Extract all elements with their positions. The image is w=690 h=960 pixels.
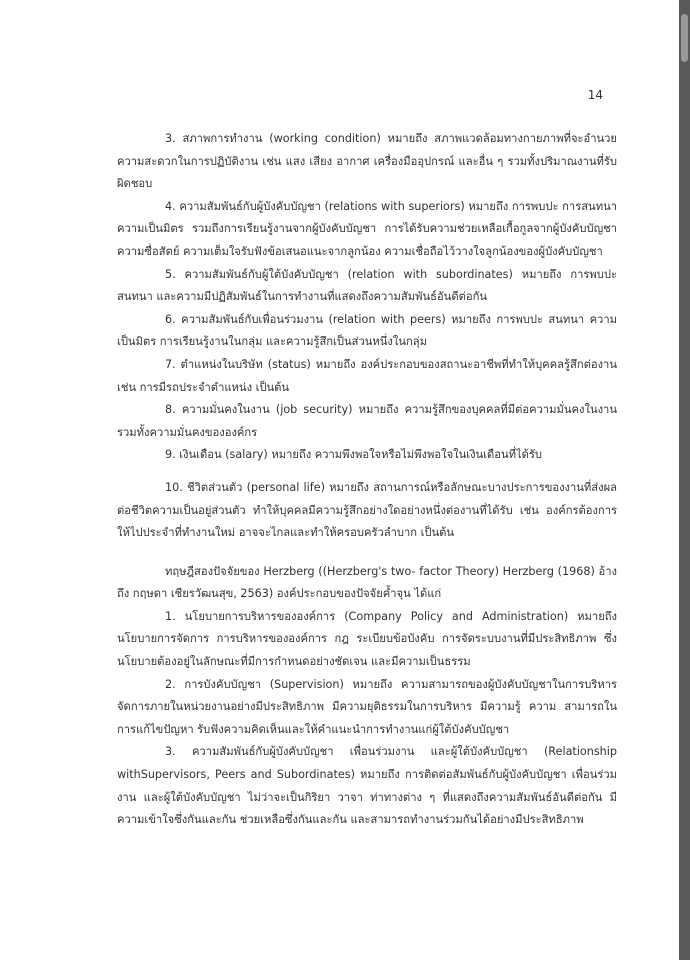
paragraph-relationship: 3. ความสัมพันธ์กับผู้บังคับบัญชา เพื่อนร่วมงาน และผู้ใต้บังคับบัญชา (Relationship withSupervisors, Peers and Subordinates) หมายถึง การติดต่อสัมพันธ์กับผู้บังคับบัญชา เพื่อนร่วมงาน และผู้ใต้บังคับบัญชา ไม่ว่าจะเป็นกิริยา วาจา ท่าทางต่าง ๆ ที่แสดงถึงความสัมพันธ์อันดีต่อกัน มีความเข้าใจซึ่งกันและกัน ช่วยเหลือซึ่งกันและกัน และสามารถทำงานร่วมกันได้อย่างมีประสิทธิภาพ <box>117 745 617 827</box>
scrollbar-thumb[interactable] <box>681 14 688 62</box>
paragraph-status: 7. ตำแหน่งในบริษัท (status) หมายถึง องค์ประกอบของสถานะอาชีพที่ทำให้บุคคลรู้สึกต่องาน เช่น การมีรถประจำตำแหน่ง เป็นต้น <box>117 357 617 394</box>
paragraph-herzberg-intro: ทฤษฎีสองปัจจัยของ Herzberg ((Herzberg's two- factor Theory) Herzberg (1968) อ้างถึง กฤษดา เชียรวัฒนสุข, 2563) องค์ประกอบของปัจจัยค้ำจุน ได้แก่ <box>117 564 617 601</box>
scrollbar-track[interactable] <box>679 0 690 960</box>
paragraph-working-condition: 3. สภาพการทำงาน (working condition) หมายถึง สภาพแวดล้อมทางกายภาพที่จะอำนวยความสะดวกในการปฏิบัติงาน เช่น แสง เสียง อากาศ เครื่องมืออุปกรณ์ และอื่น ๆ รวมทั้งปริมาณงานที่รับผิดชอบ <box>117 132 617 191</box>
paragraph-supervision: 2. การบังคับบัญชา (Supervision) หมายถึง ความสามารถของผู้บังคับบัญชาในการบริหารจัดการภายในหน่วยงานอย่างมีประสิทธิภาพ มีความยุติธรรมในการบริหาร มีความรู้ ความ สามารถในการแก้ไขปัญหา รับฟังความคิดเห็นและให้คำแนะนำการทำงานแก่ผู้ใต้บังคับบัญชา <box>117 677 617 736</box>
page-number: 14 <box>587 88 603 102</box>
paragraph-relations-superiors: 4. ความสัมพันธ์กับผู้บังคับบัญชา (relations with superiors) หมายถึง การพบปะ การสนทนา ความเป็นมิตร รวมถึงการเรียนรู้งานจากผู้บังคับบัญชา การได้รับความช่วยเหลือเกื้อกูลจากผู้บังคับบัญชา ความซื่อสัตย์ ความเต็มใจรับฟังข้อเสนอแนะจากลูกน้อง ความเชื่อถือไว้วางใจลูกน้องของผู้บังคับบัญชา <box>117 199 617 258</box>
paragraph-relation-peers: 6. ความสัมพันธ์กับเพื่อนร่วมงาน (relation with peers) หมายถึง การพบปะ สนทนา ความเป็นมิตร การเรียนรู้งานในกลุ่ม และความรู้สึกเป็นส่วนหนึ่งในกลุ่ม <box>117 312 617 349</box>
paragraph-job-security: 8. ความมั่นคงในงาน (job security) หมายถึง ความรู้สึกของบุคคลที่มีต่อความมั่นคงในงาน รวมทั้งความมั่นคงขององค์กร <box>117 403 617 439</box>
paragraph-relation-subordinates: 5. ความสัมพันธ์กับผู้ใต้บังคับบัญชา (relation with subordinates) หมายถึง การพบปะสนทนา และความมีปฏิสัมพันธ์ในการทำงานที่แสดงถึงความสัมพันธ์อันดีต่อกัน <box>117 267 617 304</box>
paragraph-company-policy: 1. นโยบายการบริหารขององค์การ (Company Policy and Administration) หมายถึง นโยบายการจัดการ การบริหารขององค์การ กฎ ระเบียบข้อบังคับ การจัดระบบงานที่มีประสิทธิภาพ ซึ่งนโยบายต้องอยู่ในลักษณะที่มีการกำหนดอย่างชัดเจน และมีความเป็นธรรม <box>117 609 617 669</box>
paragraph-personal-life: 10. ชีวิตส่วนตัว (personal life) หมายถึง สถานการณ์หรือลักษณะบางประการของงานที่ส่งผลต่อชีวิตความเป็นอยู่ส่วนตัว ทำให้บุคคลมีความรู้สึกอย่างใดอย่างหนึ่งต่องานที่ได้รับ เช่น องค์กรต้องการให้ไปประจำที่ทำงานใหม่ อาจจะไกลและทำให้ครอบครัวลำบาก เป็นต้น <box>117 480 617 540</box>
document-body <box>117 128 617 832</box>
paragraph-salary: 9. เงินเดือน (salary) หมายถึง ความพึงพอใจหรือไม่พึงพอใจในเงินเดือนที่ได้รับ <box>165 448 543 462</box>
